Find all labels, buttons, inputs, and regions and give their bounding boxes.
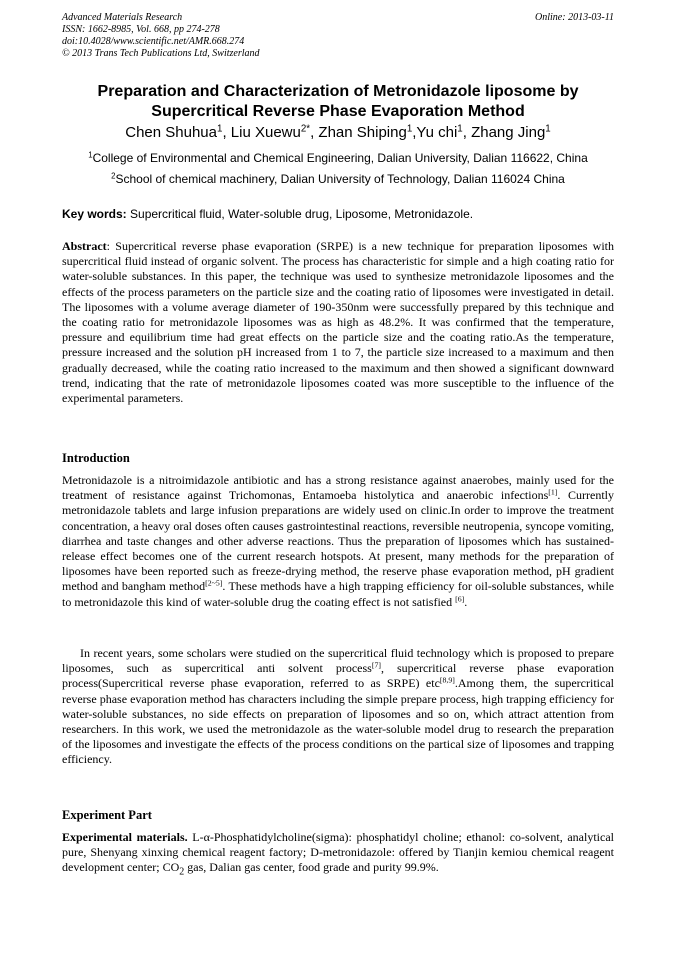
author: Yu chi$^1$, [416,123,472,141]
affiliation-1: $^1$College of Environmental and Chemical Engineering, Dalian University, Dalian 116622, China [88,150,588,165]
section-heading-introduction: Introduction [62,451,130,465]
author: Liu Xuewu$^{2*}$, [230,123,319,141]
citation: [2~5] [205,579,223,589]
abstract-label: Abstract [62,239,107,253]
journal-issn: ISSN: 1662-8985, Vol. 668, pp 274-278 [62,24,220,35]
experimental-materials-label: Experimental materials. [62,830,188,844]
journal-info [62,12,260,60]
journal-copyright: © 2013 Trans Tech Publications Ltd, Switzerland [62,48,260,59]
citation: [7] [371,660,381,670]
abstract-text: : Supercritical reverse phase evaporation (SRPE) is a new technique for preparation liposomes with supercritical fluid instead of organic solvent. The process has characteristic for simple and a high coating ratio for water-soluble substances. In this paper, the technique was used to synthesize metronidazole liposomes and the effects of the process parameters on the particle size and the coating ratio of liposomes were investigated in detail. The liposomes with a volume average diameter of 190-350nm were successfully prepared by this technique and the coating ratio for metronidazole liposomes was as high as 48.2%. It was confirmed that the temperature, pressure and equilibrium time had great effects on the particle size and the coating ratio.As the temperature, pressure increased and the solution pH increased from 1 to 7, the particle size increased to a maximum and then gradually decreased, while the coating ratio increased to the maximum and then showed a significant downward trend, indicating that the rate of metronidazole liposomes coated was more susceptible to the influence of the experimental parameters. [62,239,614,406]
author: Zhan Shiping$^1$, [318,123,417,141]
introduction-paragraph-1: Metronidazole is a nitroimidazole antibiotic and has a strong resistance against anaerobes, mainly used for the treatment of resistance against Trichomonas, Entamoeba histolytica and anaerobic infections[1]. Currently metronidazole tablets and large infusion preparations are widely used on clinic.In order to improve the treatment concentration, a heavy oral doses often causes gastrointestinal reactions, reversible neutropenia, syncope vomiting, diarrhea and taste changes and other adverse reactions. Thus the preparation of liposomes which has sustained-release effect becomes one of the current research hotspots. At present, many methods for the preparation of liposomes have been reported such as freeze-drying method, the reserve phase evaporation method, pH gradient method and bangham method[2~5]. These methods have a high trapping efficiency for oil-soluble substances, while to metronidazole this kind of water-soluble drug the coating effect is not satisfied [6]. [62,473,614,609]
citation: [1] [548,487,558,497]
author: Zhang Jing$^1$ [471,123,551,141]
online-date: Online: 2013-03-11 [535,12,614,23]
journal-doi: doi:10.4028/www.scientific.net/AMR.668.274 [62,36,245,47]
keywords-label: Key words: [62,207,127,221]
author: Chen Shuhua$^1$, [125,123,231,141]
title-line-2: Supercritical Reverse Phase Evaporation Method [151,103,525,120]
citation: [6] [455,594,465,604]
paper-title [62,82,614,122]
journal-name: Advanced Materials Research [62,12,183,23]
abstract [62,239,614,406]
keywords [62,207,614,221]
affiliation-2: $^2$School of chemical machinery, Dalian University of Technology, Dalian 116024 China [111,171,565,186]
author-list [62,124,614,142]
section-heading-experiment: Experiment Part [62,808,152,822]
introduction-paragraph-2: In recent years, some scholars were studied on the supercritical fluid technology which is proposed to prepare liposomes, such as supercritical anti solvent process[7], supercritical reverse phase evaporation process(Supercritical reverse phase evaporation, referred to as SRPE) etc[8,9].Among them, the supercritical reverse phase evaporation method has characters including the simple prepare process, high trapping efficiency for water-soluble substances, no side effects on preparation of liposomes and so on, which attract attention from researchers. In this work, we used the metronidazole as the water-soluble model drug to research the preparation of the liposomes and investigate the effects of the process conditions on the partical size of liposomes and trapping efficiency. [62,646,614,767]
keywords-text: Supercritical fluid, Water-soluble drug, Liposome, Metronidazole. [126,207,474,221]
title-line-1: Preparation and Characterization of Metronidazole liposome by [97,83,579,100]
citation: [8,9] [439,676,455,686]
experimental-materials-paragraph: Experimental materials. L-α-Phosphatidylcholine(sigma): phosphatidyl choline; ethanol: co-solvent, analytical pure, Shenyang xinxing chemical reagent factory; D-metronidazole: offered by Tianjin kemiou chemical reagent development center; $CO_2$ gas, Dalian gas center, food grade and purity 99.9%. [62,830,614,878]
